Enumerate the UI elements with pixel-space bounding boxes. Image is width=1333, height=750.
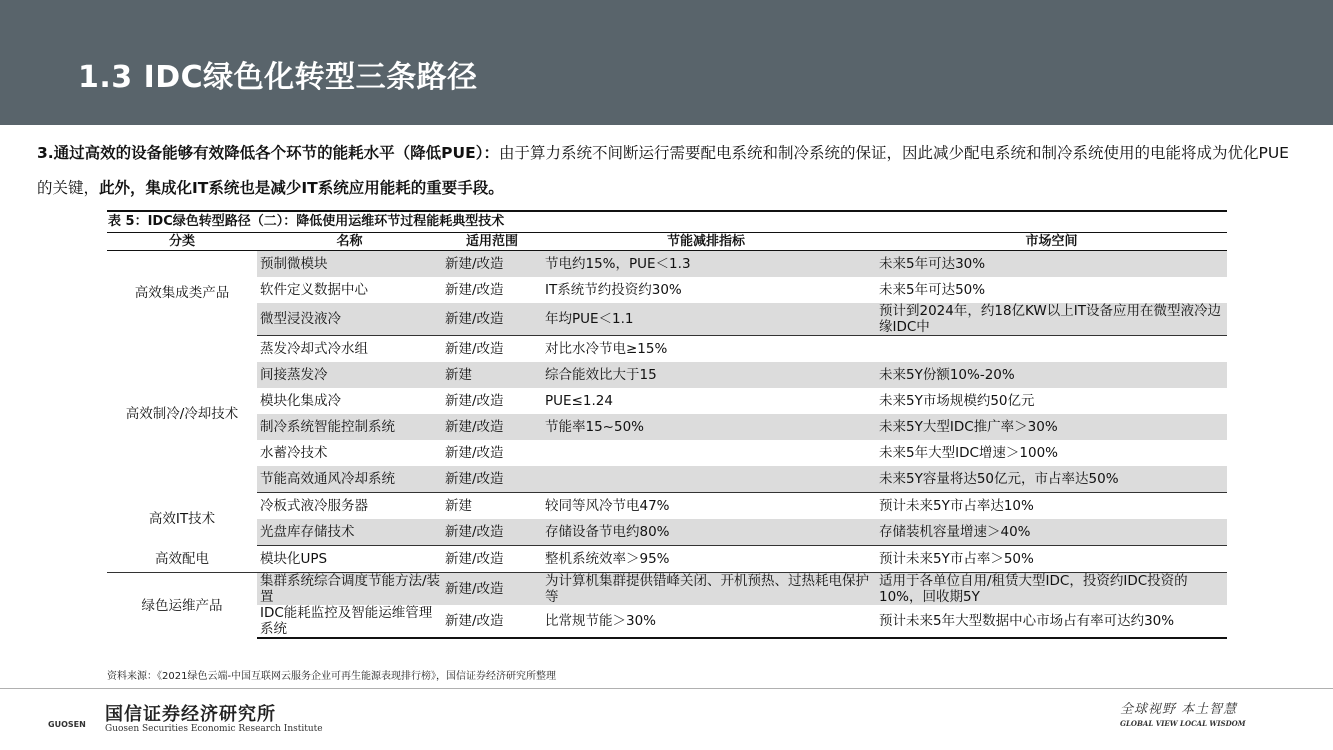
category-cell: 高效IT技术	[107, 493, 257, 546]
col-header-metric: 节能减排指标	[542, 233, 870, 251]
market-cell: 未来5Y份额10%-20%	[876, 362, 1227, 388]
slogan-cn: 全球视野 本土智慧	[1120, 702, 1238, 717]
col-header-market: 市场空间	[876, 233, 1227, 251]
metric-cell: 较同等风冷节电47%	[545, 498, 670, 514]
name-cell: 软件定义数据中心	[260, 282, 368, 298]
table-row	[107, 466, 1227, 493]
name-cell: 光盘库存储技术	[257, 519, 442, 546]
market-cell: 未来5年可达30%	[876, 251, 1227, 278]
tech-table	[107, 233, 1227, 639]
name-cell: IDC能耗监控及智能运维管理系统	[257, 605, 442, 638]
category-cell: 高效制冷/冷却技术	[107, 336, 257, 493]
category-cell: 高效集成类产品	[107, 251, 257, 336]
category-cell: 绿色运维产品	[107, 573, 257, 639]
market-cell: 未来5年大型IDC增速＞100%	[879, 445, 1058, 461]
metric-cell	[542, 466, 870, 493]
market-cell	[876, 336, 1227, 363]
page-title: 1.3 IDC绿色化转型三条路径	[78, 60, 478, 95]
metric-cell: 整机系统效率＞95%	[542, 546, 870, 573]
metric-cell: 年均PUE＜1.1	[542, 303, 870, 336]
name-cell: 模块化UPS	[257, 546, 442, 573]
metric-cell: 比常规节能＞30%	[542, 605, 870, 638]
table-row	[107, 546, 1227, 573]
slogan	[1120, 698, 1290, 728]
table-row	[107, 573, 1227, 606]
table-row	[107, 277, 1227, 303]
name-cell: 水蓄冷技术	[260, 445, 328, 461]
scope-cell: 新建/改造	[442, 414, 542, 440]
metric-cell: 存储设备节电约80%	[542, 519, 870, 546]
guosen-logo	[48, 698, 348, 743]
market-cell: 未来5Y大型IDC推广率＞30%	[876, 414, 1227, 440]
table-row	[107, 440, 1227, 466]
intro-bold-lead: 3.通过高效的设备能够有效降低各个环节的能耗水平（降低PUE）：	[37, 144, 499, 162]
category-cell: 高效配电	[107, 546, 257, 573]
intro-paragraph	[37, 136, 1302, 206]
name-cell: 模块化集成冷	[260, 393, 341, 409]
metric-cell: IT系统节约投资约30%	[545, 282, 682, 298]
name-cell: 预制微模块	[257, 251, 442, 278]
table-row	[107, 362, 1227, 388]
col-header-category: 分类	[107, 233, 257, 251]
table-row	[107, 303, 1227, 336]
metric-cell: 综合能效比大于15	[542, 362, 870, 388]
footer-divider	[0, 688, 1333, 689]
table-row	[107, 414, 1227, 440]
scope-cell: 新建/改造	[442, 546, 542, 573]
scope-cell: 新建/改造	[445, 282, 504, 298]
table-row	[107, 519, 1227, 546]
metric-cell: 节能率15~50%	[542, 414, 870, 440]
table-row	[107, 605, 1227, 638]
table-body	[107, 251, 1227, 639]
name-cell: 制冷系统智能控制系统	[257, 414, 442, 440]
market-cell: 未来5年可达50%	[879, 282, 986, 298]
col-header-scope: 适用范围	[442, 233, 542, 251]
scope-cell: 新建/改造	[442, 303, 542, 336]
header-bar	[0, 0, 1333, 125]
market-cell: 预计未来5Y市占率达10%	[879, 498, 1034, 514]
metric-cell: PUE≤1.24	[545, 393, 613, 409]
market-cell: 预计未来5Y市占率＞50%	[876, 546, 1227, 573]
scope-cell: 新建/改造	[445, 341, 504, 357]
table-row	[107, 493, 1227, 520]
scope-cell: 新建/改造	[445, 393, 504, 409]
logo-cn: 国信证券经济研究所	[105, 704, 276, 725]
table-header-row	[107, 233, 1227, 251]
table-row	[107, 336, 1227, 363]
table-caption: 表 5：IDC绿色转型路径（二）：降低使用运维环节过程能耗典型技术	[107, 210, 1227, 233]
metric-cell: 对比水冷节电≥15%	[545, 341, 668, 357]
name-cell: 节能高效通风冷却系统	[257, 466, 442, 493]
market-cell: 预计未来5年大型数据中心市场占有率可达约30%	[876, 605, 1227, 638]
market-cell: 存储装机容量增速＞40%	[876, 519, 1227, 546]
market-cell: 预计到2024年，约18亿KW以上IT设备应用在微型液冷边缘IDC中	[876, 303, 1227, 336]
logo-mark: GUOSEN	[48, 720, 86, 729]
scope-cell: 新建/改造	[442, 573, 542, 606]
scope-cell: 新建	[445, 498, 472, 514]
slogan-en: GLOBAL VIEW LOCAL WISDOM	[1120, 719, 1246, 728]
table-row	[107, 388, 1227, 414]
scope-cell: 新建/改造	[445, 445, 504, 461]
tech-table-wrap	[107, 210, 1227, 639]
metric-cell: 为计算机集群提供错峰关闭、开机预热、过热耗电保护等	[542, 573, 870, 606]
scope-cell: 新建/改造	[442, 519, 542, 546]
scope-cell: 新建/改造	[442, 251, 542, 278]
scope-cell: 新建	[442, 362, 542, 388]
market-cell: 未来5Y容量将达50亿元，市占率达50%	[876, 466, 1227, 493]
metric-cell: 节电约15%，PUE＜1.3	[542, 251, 870, 278]
intro-bold-tail: 此外，集成化IT系统也是减少IT系统应用能耗的重要手段。	[99, 179, 504, 197]
intro-body: 由于算力系统不间断运行需要配电系统和制冷系统的保证，因此减少配电系统和制冷系统使用的电能将成为优化PUE的关键，	[37, 144, 1289, 197]
market-cell: 未来5Y市场规模约50亿元	[879, 393, 1035, 409]
scope-cell: 新建/改造	[442, 466, 542, 493]
name-cell: 蒸发冷却式冷水组	[260, 341, 368, 357]
name-cell: 冷板式液冷服务器	[260, 498, 368, 514]
source-note: 资料来源：《2021绿色云端-中国互联网云服务企业可再生能源表现排行榜》，国信证券经济研究所整理	[107, 671, 557, 682]
col-header-name: 名称	[257, 233, 442, 251]
name-cell: 微型浸没液冷	[257, 303, 442, 336]
table-row	[107, 251, 1227, 278]
name-cell: 集群系统综合调度节能方法/装置	[257, 573, 442, 606]
logo-en: Guosen Securities Economic Research Institute	[105, 724, 323, 734]
scope-cell: 新建/改造	[442, 605, 542, 638]
market-cell: 适用于各单位自用/租赁大型IDC，投资约IDC投资的10%，回收期5Y	[876, 573, 1227, 606]
metric-cell	[542, 440, 870, 466]
name-cell: 间接蒸发冷	[257, 362, 442, 388]
